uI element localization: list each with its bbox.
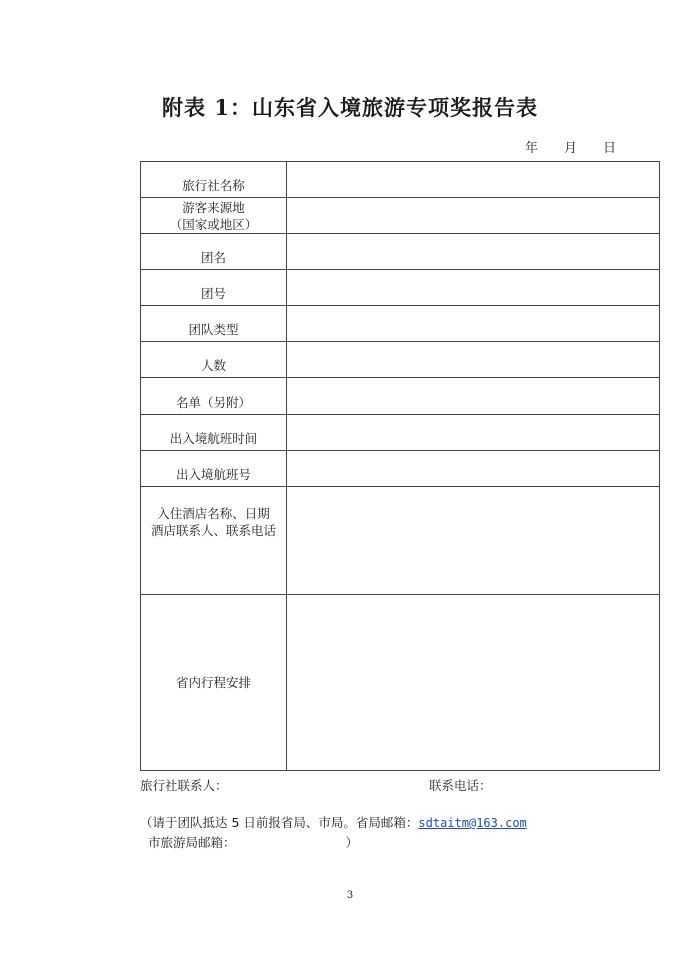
report-table [140,161,660,771]
field-flight-time[interactable] [287,415,660,451]
table-row [141,198,660,234]
date-day-label: 日 [602,141,616,156]
table-row [141,487,660,595]
field-name-list[interactable] [287,378,660,415]
row-label-itinerary: 省内行程安排 [141,595,287,771]
table-row [141,378,660,415]
table-row [141,234,660,270]
field-head-count[interactable] [287,342,660,378]
table-row [141,451,660,487]
field-group-number[interactable] [287,270,660,306]
row-label-flight-number: 出入境航班号 [141,451,287,487]
row-label-group-type: 团队类型 [141,306,287,342]
province-email-link[interactable]: sdtaitm@163.com [418,816,527,830]
table-row [141,306,660,342]
table-row [141,270,660,306]
row-label-group-number: 团号 [141,270,287,306]
footer-contacts [140,776,658,794]
field-flight-number[interactable] [287,451,660,487]
visitor-origin-label-line1: 游客来源地 [182,199,245,215]
table-row [141,415,660,451]
hotel-info-label-line2: 酒店联系人、联系电话 [150,523,276,538]
field-group-name[interactable] [287,234,660,270]
field-agency-name[interactable] [287,162,660,198]
city-email-label: 市旅游局邮箱： [148,835,236,850]
agency-contact-label: 旅行社联系人： [140,778,228,793]
row-label-flight-time: 出入境航班时间 [141,415,287,451]
row-label-group-name: 团名 [141,234,287,270]
visitor-origin-label-line2: （国家或地区） [169,216,258,232]
row-label-hotel-info [141,487,287,595]
note-prefix: （请于团队抵达 5 日前报省局、市局。省局邮箱： [140,815,419,830]
field-group-type[interactable] [287,306,660,342]
document-title: 附表 1：山东省入境旅游专项奖报告表 [162,95,538,120]
city-email-line [148,833,358,851]
row-label-agency-name: 旅行社名称 [141,162,287,198]
table-row [141,162,660,198]
row-label-head-count: 人数 [141,342,287,378]
date-year-label: 年 [524,141,538,156]
row-label-name-list: 名单（另附） [141,378,287,415]
field-visitor-origin[interactable] [287,198,660,234]
table-row [141,595,660,771]
row-label-visitor-origin [141,198,287,234]
date-month-label: 月 [563,141,577,156]
field-itinerary[interactable] [287,595,660,771]
date-line [525,137,616,156]
table-row [141,342,660,378]
phone-label: 联系电话： [429,778,492,793]
city-email-close: ） [345,835,359,850]
field-hotel-info[interactable] [287,487,660,595]
page-number: 3 [346,890,354,901]
submission-note [140,813,527,831]
hotel-info-label-line1: 入住酒店名称、日期 [157,506,270,521]
